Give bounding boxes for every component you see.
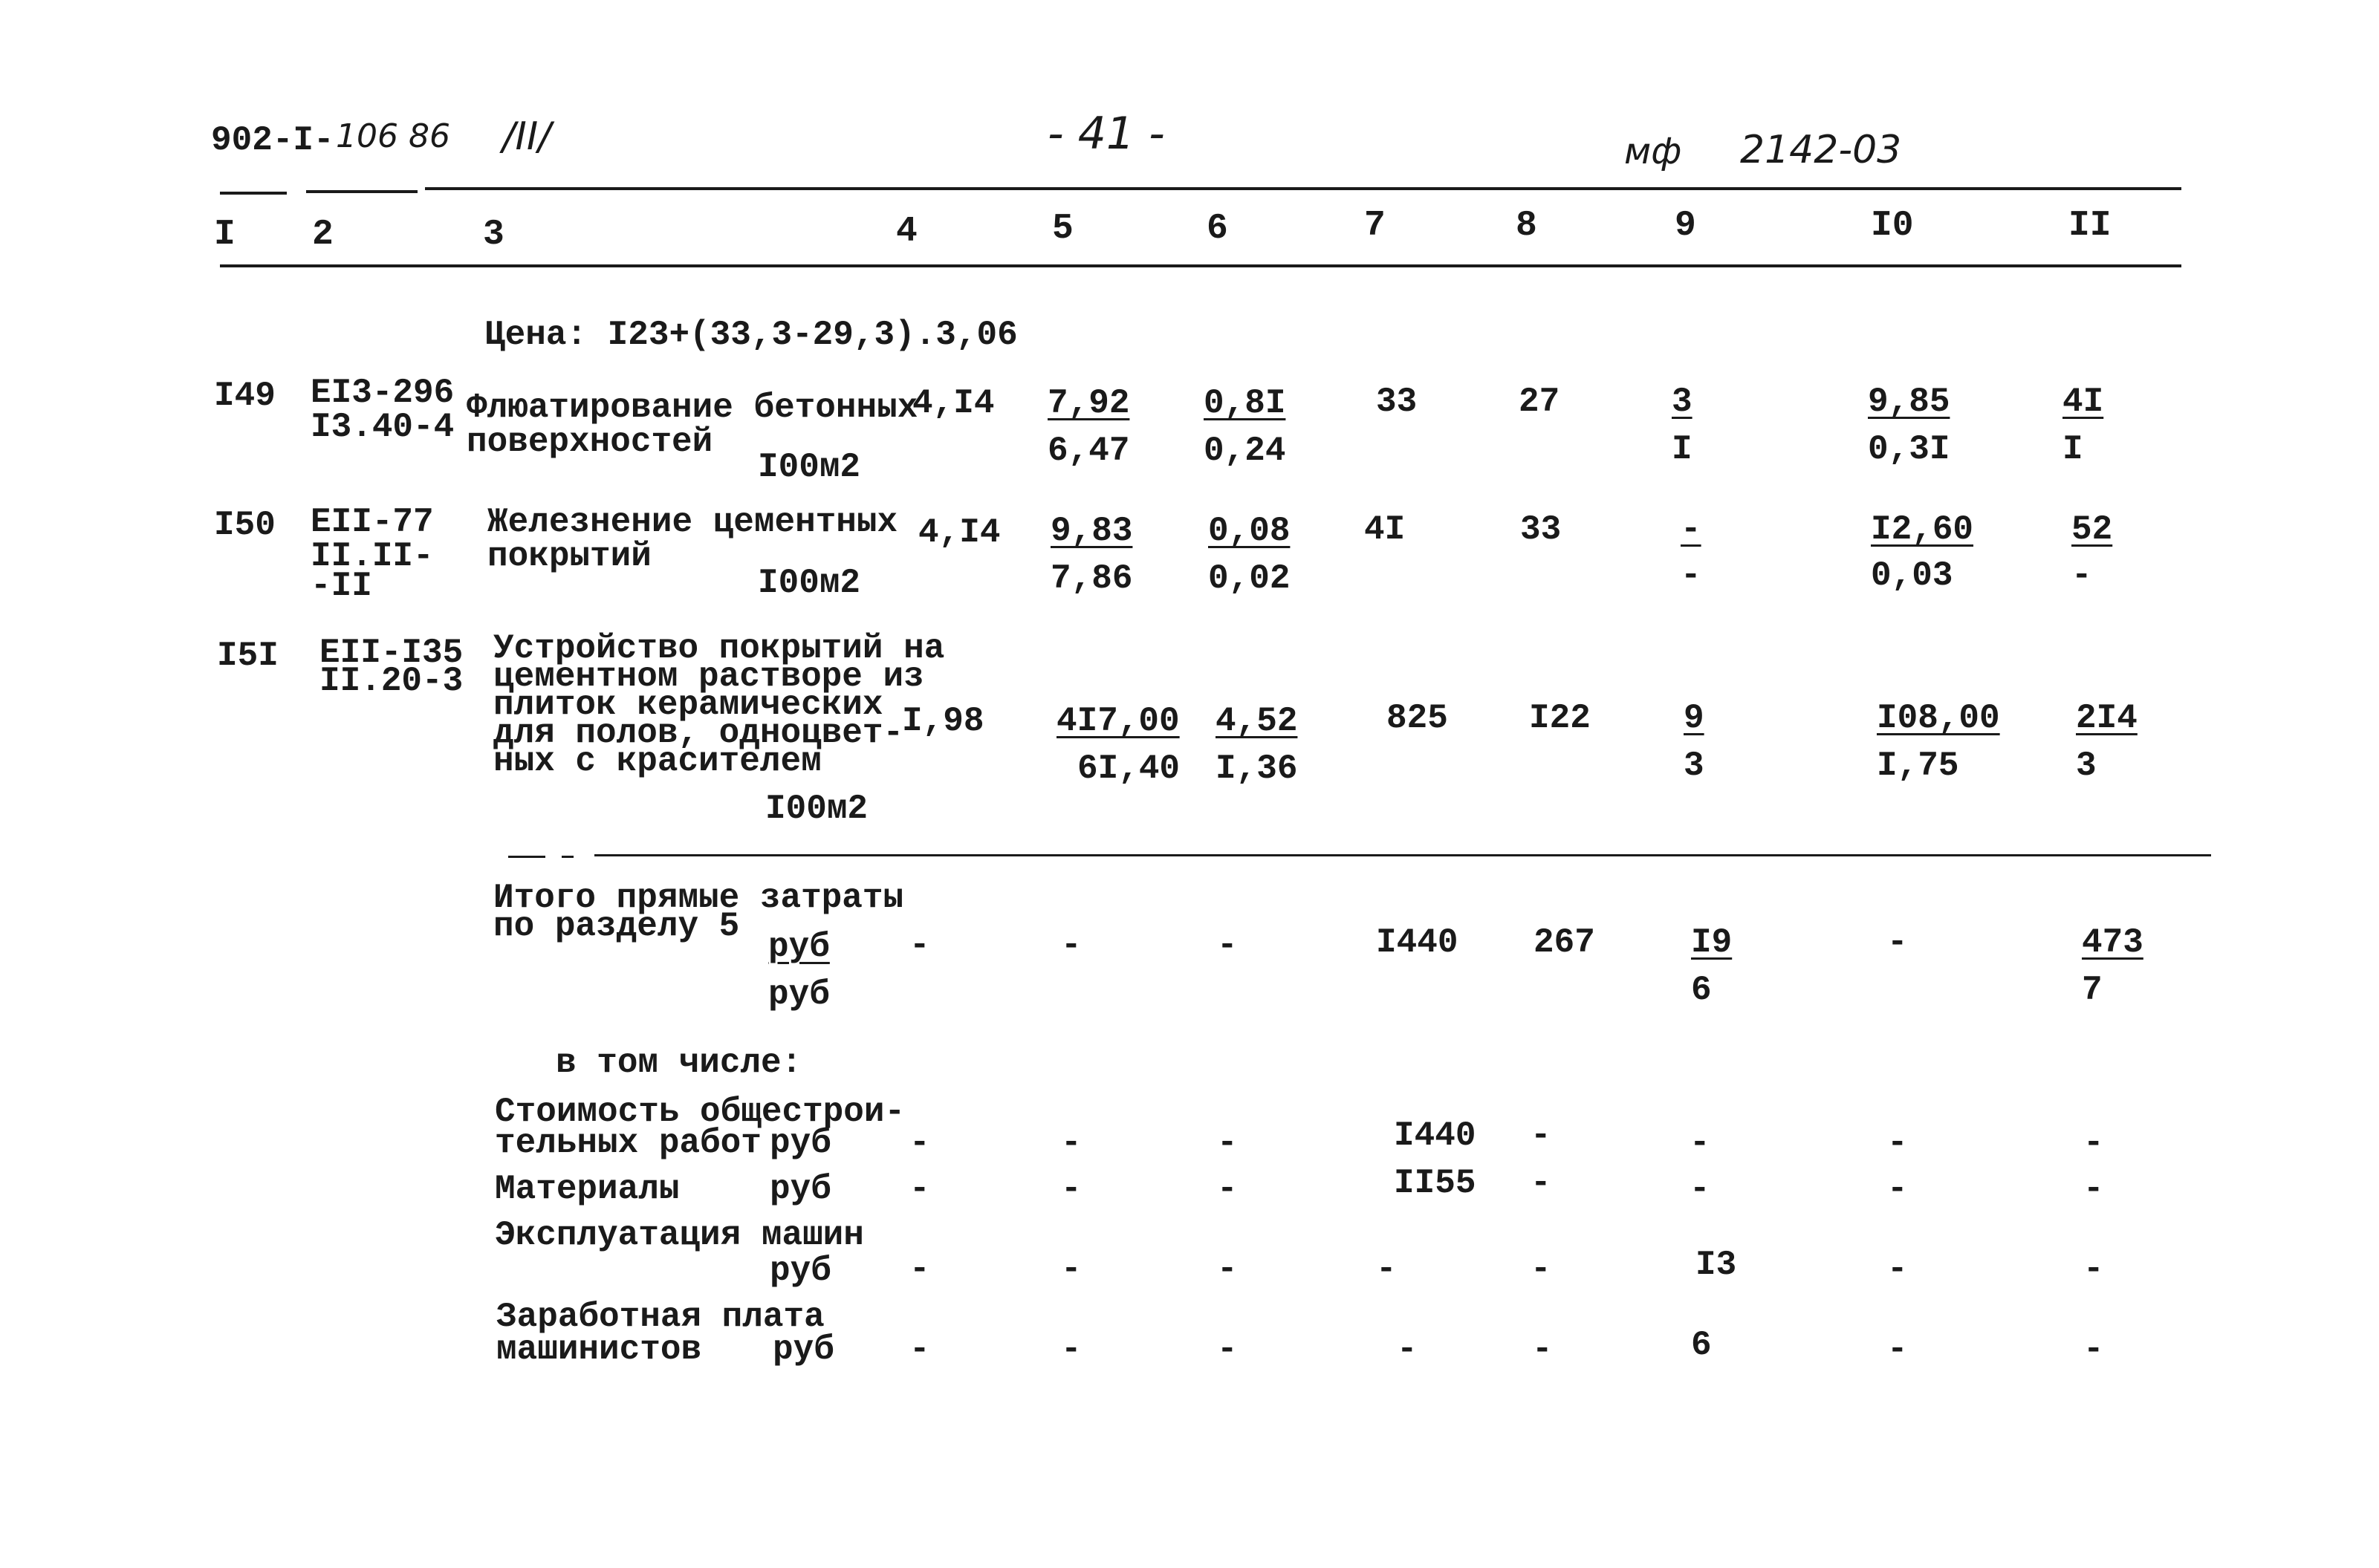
work-description: покрытий [487, 537, 652, 576]
breakdown-value: - [1887, 1124, 1908, 1162]
breakdown-label: Стоимость общестрои- [495, 1093, 906, 1131]
header-rule-top-seg1 [220, 192, 287, 195]
column-header: 7 [1364, 206, 1386, 246]
breakdown-value: - [909, 1250, 930, 1289]
breakdown-value: - [1887, 1170, 1908, 1208]
labor-total-sub: 3 [2076, 746, 2097, 785]
total-wages: 33 [1520, 510, 1562, 549]
total-c5: - [1061, 926, 1082, 965]
norm-code: EII-I35 [319, 634, 464, 672]
doc-code: 902-I- [211, 121, 334, 160]
breakdown-value: - [909, 1170, 930, 1208]
total-c7: I440 [1376, 923, 1458, 962]
quantity: I,98 [902, 702, 984, 741]
breakdown-value: - [1376, 1250, 1397, 1289]
labor-cost: 9,85 [1868, 383, 1950, 421]
breakdown-value: - [1531, 1164, 1551, 1203]
breakdown-value: - [1531, 1116, 1551, 1155]
total-c11-sub: 7 [2082, 971, 2103, 1009]
norm-code: -II [311, 567, 372, 605]
including-label: в том числе: [556, 1044, 802, 1082]
norm-code: EI3-296 [311, 374, 455, 412]
row-number: I50 [214, 506, 276, 544]
total-machines-sub: I [1672, 430, 1692, 469]
total-unit: руб [768, 928, 830, 966]
breakdown-value: - [1217, 1330, 1238, 1369]
price-note: Цена: I23+(33,3-29,3).3,06 [484, 316, 1018, 354]
breakdown-unit: руб [770, 1170, 831, 1208]
quantity: 4,I4 [912, 384, 995, 423]
breakdown-value: II55 [1394, 1164, 1476, 1203]
page-number: - 41 - [1048, 108, 1165, 160]
breakdown-value: - [1061, 1330, 1082, 1369]
total-label: Итого прямые затраты [493, 879, 904, 917]
total-machines: - [1681, 510, 1701, 549]
unit-cost-machinist-wages: 0,24 [1204, 432, 1286, 470]
column-header: 3 [483, 215, 504, 255]
column-header: I0 [1871, 206, 1914, 246]
breakdown-value: 6 [1691, 1326, 1712, 1364]
norm-code: I3.40-4 [311, 408, 455, 446]
breakdown-value: - [1061, 1124, 1082, 1162]
column-header: I [214, 215, 236, 255]
breakdown-value: - [1531, 1250, 1551, 1289]
breakdown-value: - [1061, 1250, 1082, 1289]
breakdown-value: - [2083, 1170, 2104, 1208]
work-description: поверхностей [467, 423, 713, 461]
labor-cost-sub: I,75 [1877, 746, 1959, 785]
breakdown-value: I440 [1394, 1116, 1476, 1155]
breakdown-unit: руб [773, 1330, 834, 1369]
sheet-number: 2142-03 [1740, 128, 1902, 172]
breakdown-value: - [1690, 1124, 1710, 1162]
unit-cost-machines: 0,08 [1208, 512, 1291, 550]
unit-cost-total: 7,92 [1048, 384, 1130, 423]
quantity: 4,I4 [918, 513, 1001, 552]
total-machines-sub: 3 [1684, 746, 1704, 785]
norm-code: II.20-3 [319, 662, 464, 700]
total-wages: 27 [1519, 383, 1560, 421]
total-machines: 9 [1684, 699, 1704, 738]
work-description: цементном растворе из [493, 657, 924, 696]
breakdown-value: - [909, 1330, 930, 1369]
labor-total: 4I [2062, 383, 2104, 421]
work-description: Устройство покрытий на [493, 629, 945, 668]
unit-cost-wages: 7,86 [1051, 559, 1133, 598]
work-description: для полов, одноцвет- [493, 714, 904, 752]
unit-cost-machinist-wages: 0,02 [1208, 559, 1291, 598]
total-cost: 825 [1386, 699, 1448, 738]
total-rule-dash [562, 856, 574, 858]
total-machines: 3 [1672, 383, 1692, 421]
labor-total: 2I4 [2076, 699, 2138, 738]
breakdown-label: Эксплуатация машин [495, 1216, 864, 1255]
labor-total: 52 [2071, 510, 2113, 549]
breakdown-value: - [1887, 1330, 1908, 1369]
header-rule-bottom [220, 264, 2181, 267]
total-c10: - [1887, 923, 1908, 962]
unit-cost-total: 4I7,00 [1057, 702, 1180, 741]
breakdown-value: - [1217, 1250, 1238, 1289]
unit-cost-total: 9,83 [1051, 512, 1133, 550]
breakdown-value: - [1690, 1170, 1710, 1208]
unit-cost-machinist-wages: I,36 [1216, 749, 1298, 788]
column-header: 8 [1516, 206, 1537, 246]
column-header: 2 [312, 215, 334, 255]
total-rule [594, 854, 2211, 856]
labor-total-sub: I [2062, 430, 2083, 469]
work-description: Флюатирование бетонных [467, 388, 918, 427]
breakdown-value: - [909, 1124, 930, 1162]
unit-cost-wages: 6,47 [1048, 432, 1130, 470]
labor-cost: I08,00 [1877, 699, 2000, 738]
total-c9-sub: 6 [1691, 971, 1712, 1009]
part-number: /II/ [502, 114, 551, 159]
breakdown-value: I3 [1695, 1246, 1737, 1284]
work-description: Железнение цементных [487, 503, 898, 541]
column-header: 6 [1207, 209, 1228, 249]
unit: I00м2 [765, 790, 869, 828]
work-description: ных с красителем [493, 742, 822, 781]
breakdown-value: - [1887, 1250, 1908, 1289]
unit: I00м2 [758, 564, 861, 602]
unit-cost-machines: 4,52 [1216, 702, 1298, 741]
unit-cost-wages: 6I,40 [1077, 749, 1181, 788]
total-c8: 267 [1533, 923, 1595, 962]
total-label: по разделу 5 [493, 907, 740, 946]
total-c11: 473 [2082, 923, 2143, 962]
breakdown-label: Заработная плата [496, 1298, 825, 1336]
norm-code: EII-77 [311, 503, 434, 541]
breakdown-value: - [2083, 1250, 2104, 1289]
doc-code-handwritten: 106 86 [336, 117, 450, 155]
breakdown-unit: руб [770, 1124, 831, 1162]
unit-cost-machines: 0,8I [1204, 384, 1286, 423]
total-wages: I22 [1529, 699, 1591, 738]
breakdown-unit: руб [770, 1252, 831, 1290]
labor-cost: I2,60 [1871, 510, 1974, 549]
total-unit: руб [768, 975, 830, 1014]
norm-code: II.II- [311, 537, 434, 576]
breakdown-value: - [1217, 1170, 1238, 1208]
total-c9: I9 [1691, 923, 1733, 962]
labor-cost-sub: 0,3I [1868, 430, 1950, 469]
header-rule-top [425, 187, 2181, 190]
row-number: I5I [217, 637, 279, 675]
labor-cost-sub: 0,03 [1871, 556, 1953, 595]
breakdown-value: - [2083, 1330, 2104, 1369]
column-header: II [2068, 206, 2112, 246]
total-machines-sub: - [1681, 556, 1701, 595]
breakdown-value: - [2083, 1124, 2104, 1162]
column-header: 9 [1675, 206, 1696, 246]
total-rule-dash [508, 856, 545, 858]
breakdown-label: тельных работ [495, 1124, 762, 1162]
total-cost: 33 [1376, 383, 1418, 421]
column-header: 5 [1052, 209, 1074, 249]
header-rule-top-seg2 [306, 190, 418, 193]
breakdown-value: - [1532, 1330, 1553, 1369]
breakdown-label: машинистов [496, 1330, 702, 1369]
row-number: I49 [214, 377, 276, 415]
sheet-prefix: мф [1624, 131, 1682, 172]
total-cost: 4I [1364, 510, 1406, 549]
breakdown-value: - [1217, 1124, 1238, 1162]
unit: I00м2 [758, 448, 861, 487]
labor-total-sub: - [2071, 556, 2092, 595]
breakdown-label: Материалы [495, 1170, 680, 1208]
total-c4: - [909, 926, 930, 965]
breakdown-value: - [1061, 1170, 1082, 1208]
breakdown-value: - [1397, 1330, 1418, 1369]
total-c6: - [1217, 926, 1238, 965]
column-header: 4 [896, 212, 918, 252]
work-description: плиток керамических [493, 686, 883, 724]
